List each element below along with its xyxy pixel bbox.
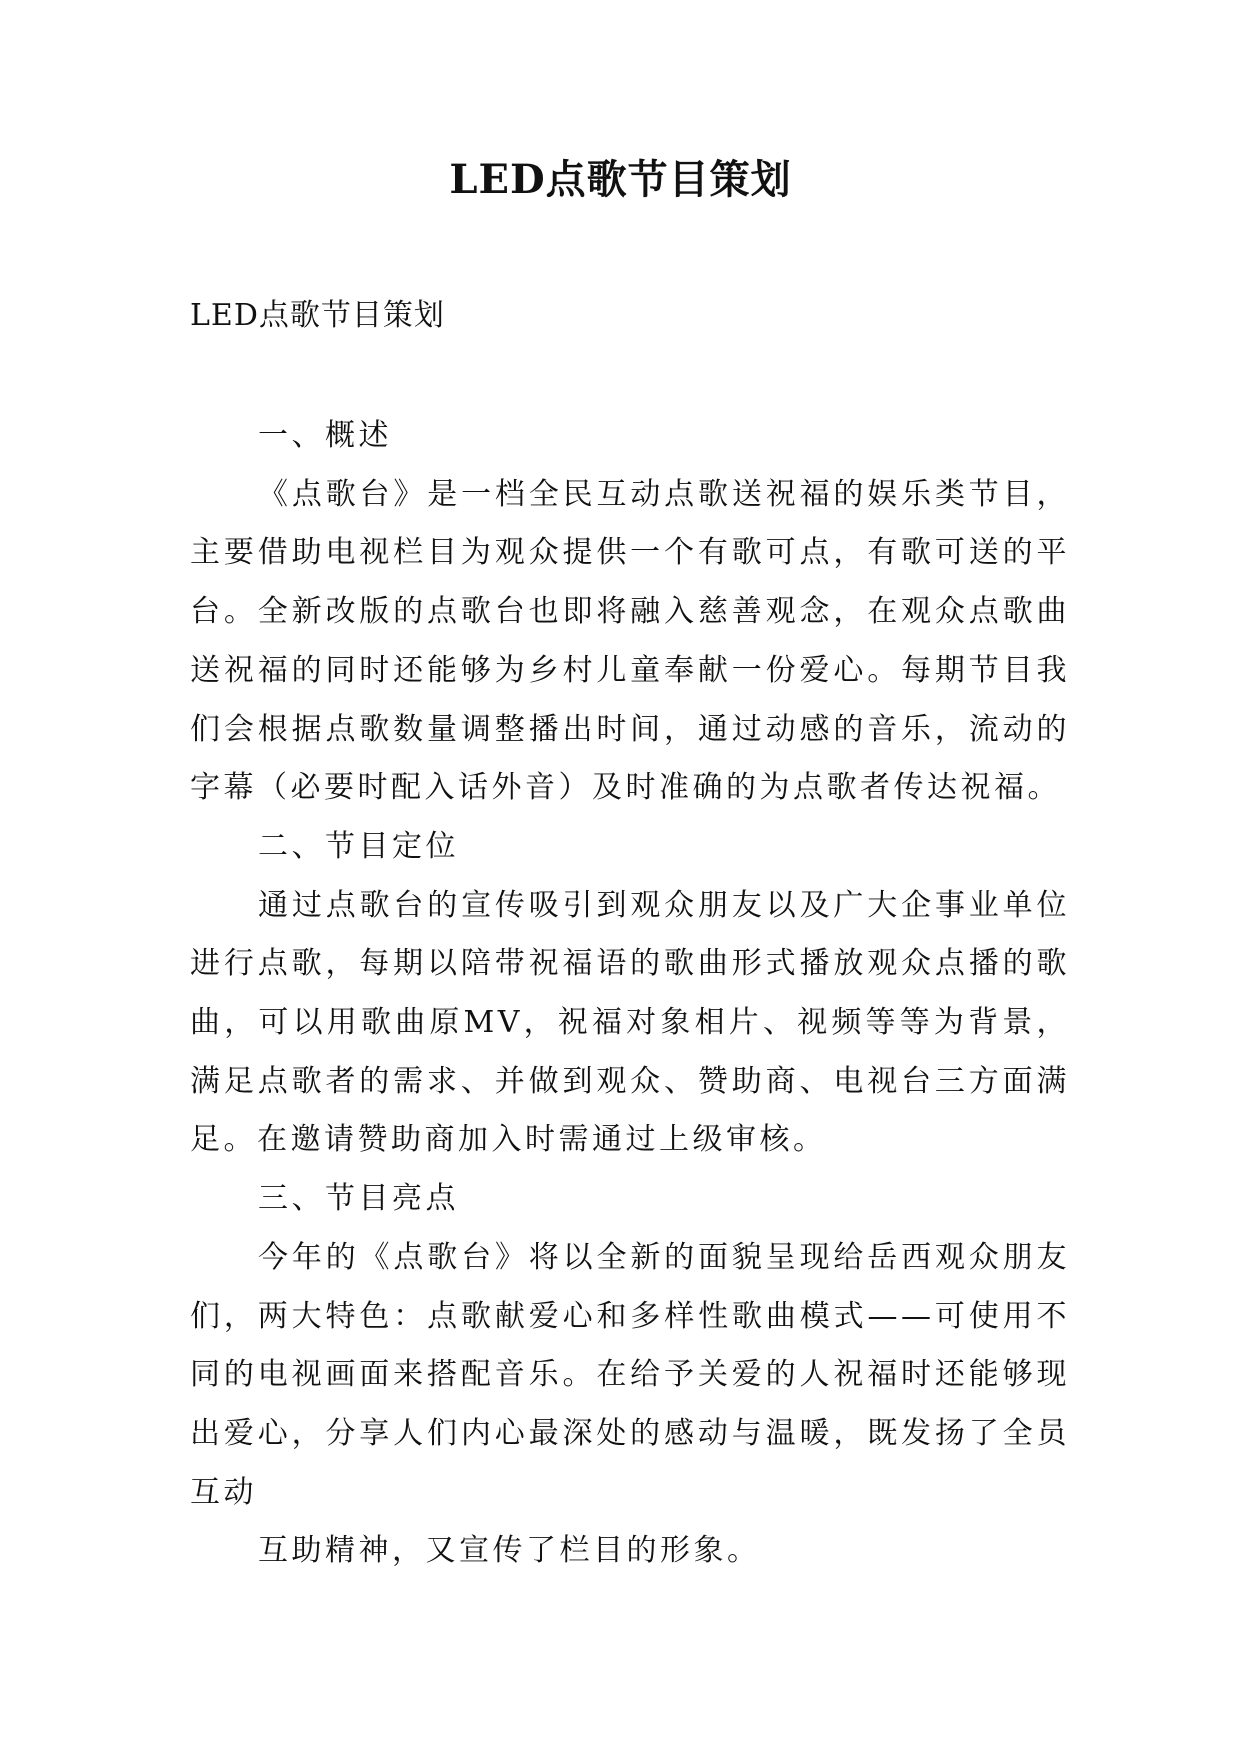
paragraph-positioning: 通过点歌台的宣传吸引到观众朋友以及广大企事业单位进行点歌，每期以陪带祝福语的歌曲形式播放观众点播的歌曲，可以用歌曲原MV，祝福对象相片、视频等等为背景，满足点歌者的需求、并做到观众、赞助商、电视台三方面满足。在邀请赞助商加入时需通过上级审核。	[190, 887, 1070, 1158]
section-heading-overview: 一、概述	[258, 418, 392, 453]
paragraph-highlights: 今年的《点歌台》将以全新的面貌呈现给岳西观众朋友们，两大特色：点歌献爱心和多样性歌曲模式——可使用不同的电视画面来搭配音乐。在给予关爱的人祝福时还能够现出爱心，分享人们内心最深处的感动与温暖，既发扬了全员互动	[190, 1239, 1070, 1510]
paragraph-closing: 互助精神，又宣传了栏目的形象。	[258, 1533, 761, 1569]
document-body	[190, 407, 1070, 1581]
paragraph-overview: 《点歌台》是一档全民互动点歌送祝福的娱乐类节目，主要借助电视栏目为观众提供一个有歌可点，有歌可送的平台。全新改版的点歌台也即将融入慈善观念，在观众点歌曲送祝福的同时还能够为乡村儿童奉献一份爱心。每期节目我们会根据点歌数量调整播出时间，通过动感的音乐，流动的字幕（必要时配入话外音）及时准确的为点歌者传达祝福。	[190, 476, 1070, 806]
document-title: LED点歌节目策划	[449, 156, 792, 203]
section-heading-positioning: 二、节目定位	[258, 828, 459, 864]
section-heading-highlights: 三、节目亮点	[258, 1181, 459, 1217]
document-subtitle: LED点歌节目策划	[190, 298, 445, 333]
